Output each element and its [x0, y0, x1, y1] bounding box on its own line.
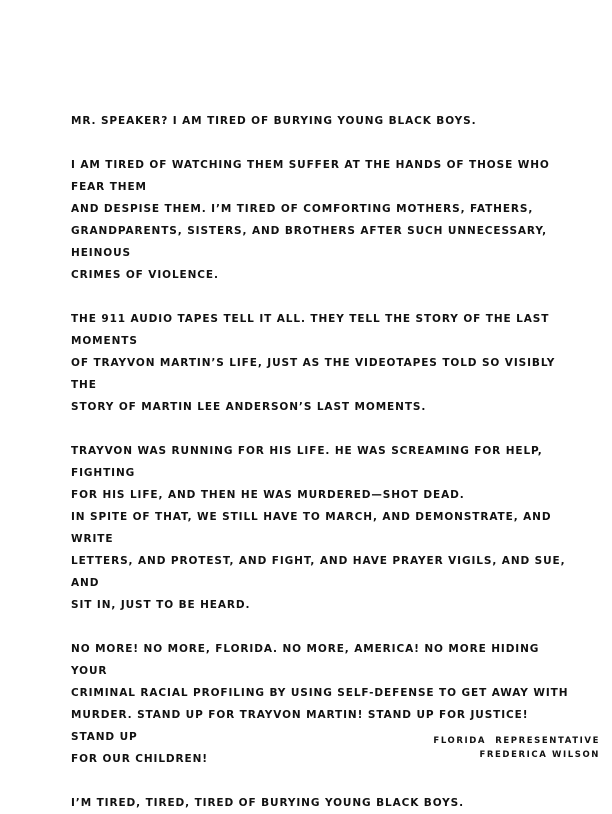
- speech-paragraph: THE 911 AUDIO TAPES TELL IT ALL. THEY TELL THE STORY OF THE LAST MOMENTS OF TRAYVON MARTIN’S LIFE, JUST AS THE VIDEOTAPES TOLD SO VISIBLY THE STORY OF MARTIN LEE ANDERSON’S LAST MOMENTS.: [71, 313, 556, 413]
- speech-paragraph: NO MORE! NO MORE, FLORIDA. NO MORE, AMERICA! NO MORE HIDING YOUR CRIMINAL RACIAL PROFILING BY USING SELF-DEFENSE TO GET AWAY WITH MURDER. STAND UP FOR TRAYVON MARTIN! STAND UP FOR JUSTICE! STAND UP FOR OUR CHILDREN!: [71, 643, 569, 765]
- speech-paragraph: MR. SPEAKER? I AM TIRED OF BURYING YOUNG BLACK BOYS.: [71, 115, 477, 127]
- signature-block: [433, 734, 600, 762]
- speech-body: [71, 110, 571, 814]
- signature-title: FLORIDA REPRESENTATIVE: [433, 736, 600, 746]
- speech-paragraph: I’M TIRED, TIRED, TIRED OF BURYING YOUNG BLACK BOYS.: [71, 797, 465, 809]
- speech-paragraph: I AM TIRED OF WATCHING THEM SUFFER AT THE HANDS OF THOSE WHO FEAR THEM AND DESPISE THEM. I’M TIRED OF COMFORTING MOTHERS, FATHERS, GRANDPARENTS, SISTERS, AND BROTHERS AFTER SUCH UNNECESSARY, HEINOUS CRIMES OF VIOLENCE.: [71, 159, 550, 281]
- signature-name: FREDERICA WILSON: [479, 750, 600, 760]
- speech-paragraph: TRAYVON WAS RUNNING FOR HIS LIFE. HE WAS SCREAMING FOR HELP, FIGHTING FOR HIS LIFE, AND THEN HE WAS MURDERED—SHOT DEAD. IN SPITE OF THAT, WE STILL HAVE TO MARCH, AND DEMONSTRATE, AND WRITE LETTERS, AND PROTEST, AND FIGHT, AND HAVE PRAYER VIGILS, AND SUE, AND SIT IN, JUST TO BE HEARD.: [71, 445, 566, 611]
